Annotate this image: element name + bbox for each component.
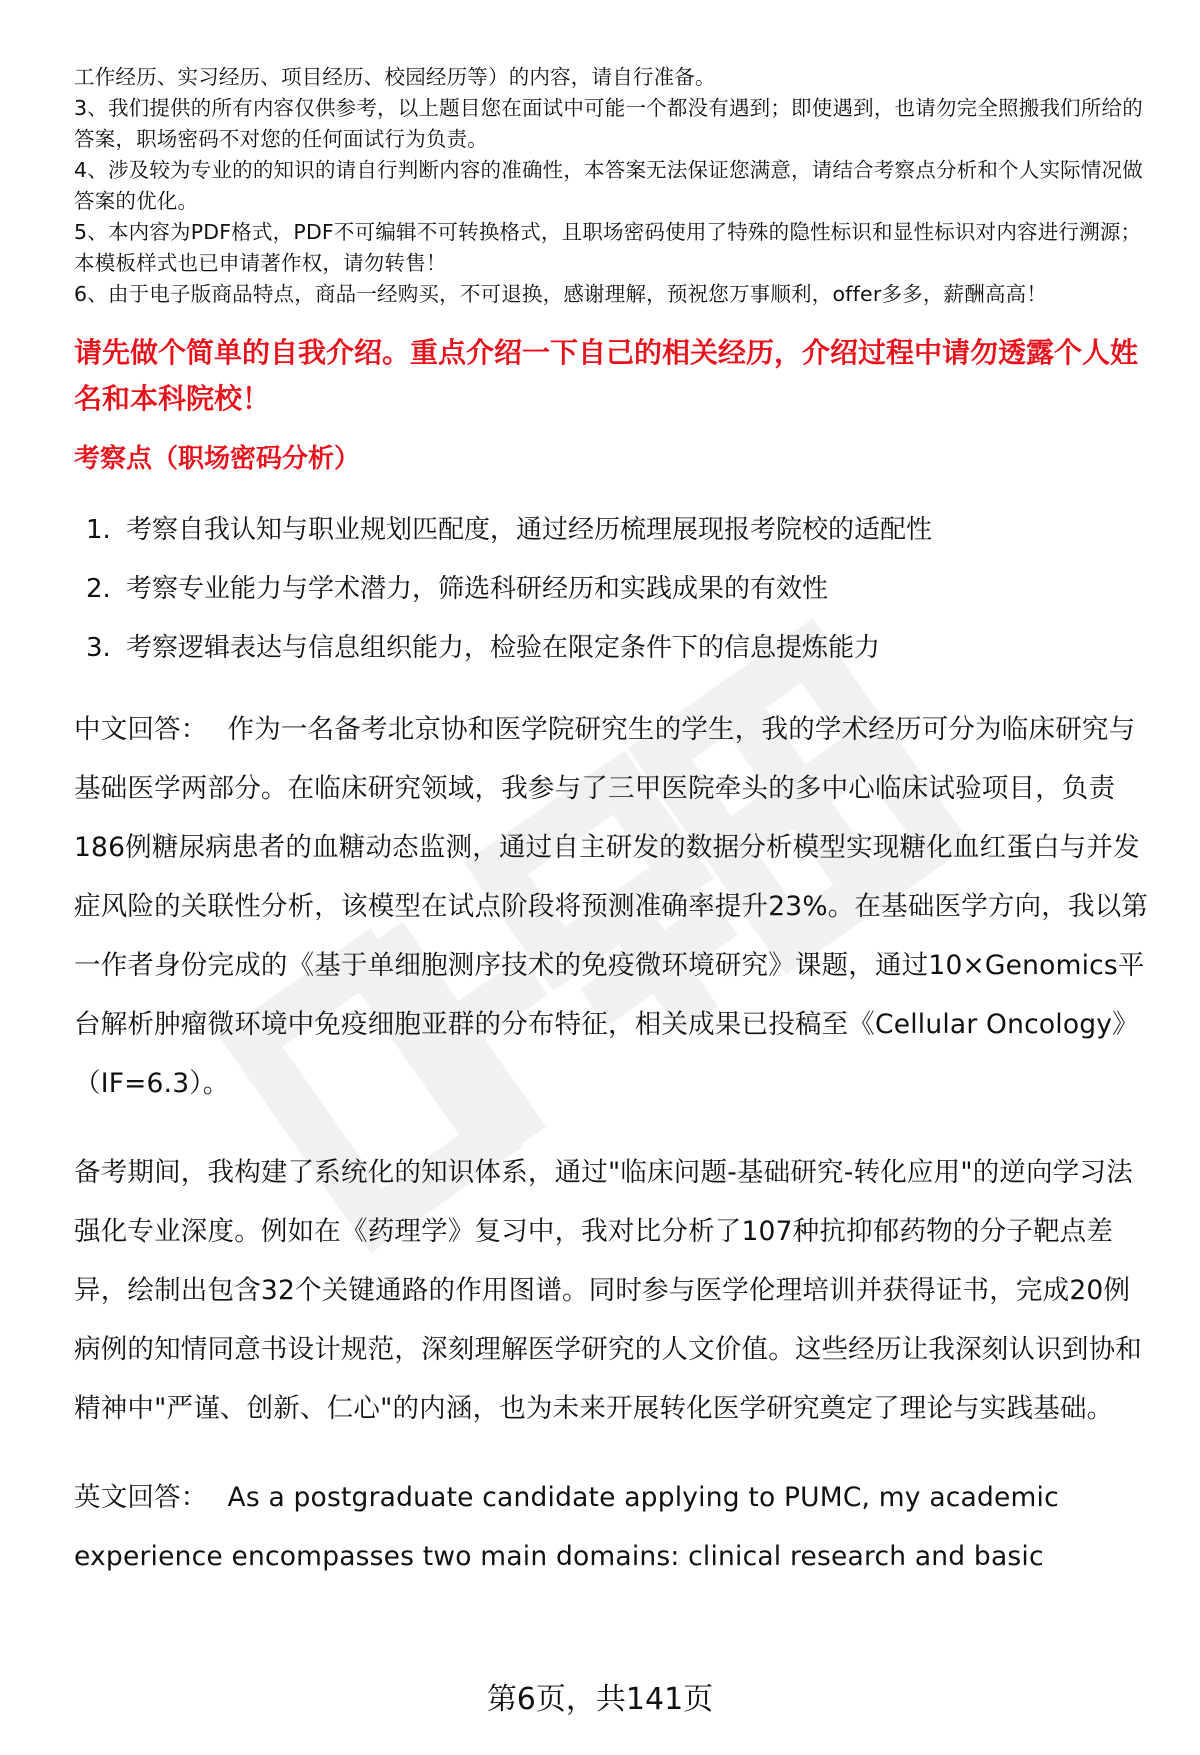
key-point-number: 1. [86,515,111,545]
chinese-answer-label: 中文回答： [74,714,208,745]
key-points-list [74,501,1154,678]
key-point-number: 2. [86,574,111,604]
english-answer-label: 英文回答： [74,1482,208,1513]
key-points-heading: 考察点（职场密码分析） [74,444,361,474]
notice-line: 5、本内容为PDF格式，PDF不可编辑不可转换格式，且职场密码使用了特殊的隐性标识和显性标识对内容进行溯源；本模板样式也已申请著作权，请勿转售！ [74,220,1142,275]
chinese-answer-paragraph-2: 备考期间，我构建了系统化的知识体系，通过"临床问题-基础研究-转化应用"的逆向学习法强化专业深度。例如在《药理学》复习中，我对比分析了107种抗抑郁药物的分子靶点差异，绘制出包含32个关键通路的作用图谱。同时参与医学伦理培训并获得证书，完成20例病例的知情同意书设计规范，深刻理解医学研究的人文价值。这些经历让我深刻认识到协和精神中"严谨、创新、仁心"的内涵，也为未来开展转化医学研究奠定了理论与实践基础。 [74,1157,1142,1424]
key-point-item [74,560,1154,619]
interview-question: 请先做个简单的自我介绍。重点介绍一下自己的相关经历，介绍过程中请勿透露个人姓名和本科院校！ [74,336,1139,415]
chinese-answer-paragraph-1 [74,700,1149,1113]
page-number-footer: 第6页，共141页 [486,1682,714,1717]
notice-line: 4、涉及较为专业的的知识的请自行判断内容的准确性，本答案无法保证您满意，请结合考察点分析和个人实际情况做答案的优化。 [74,158,1143,213]
key-point-number: 3. [86,633,111,663]
chinese-answer-text: 作为一名备考北京协和医学院研究生的学生，我的学术经历可分为临床研究与基础医学两部分。在临床研究领域，我参与了三甲医院牵头的多中心临床试验项目，负责186例糖尿病患者的血糖动态监测，通过自主研发的数据分析模型实现糖化血红蛋白与并发症风险的关联性分析，该模型在试点阶段将预测准确率提升23%。在基础医学方向，我以第一作者身份完成的《基于单细胞测序技术的免疫微环境研究》课题，通过10×Genomics平台解析肿瘤微环境中免疫细胞亚群的分布特征，相关成果已投稿至《Cellular Oncology》（IF=6.3）。 [74,714,1149,1099]
english-answer-paragraph [74,1468,1149,1586]
notice-line: 工作经历、实习经历、项目经历、校园经历等）的内容，请自行准备。 [74,65,716,89]
notice-line: 6、由于电子版商品特点，商品一经购买，不可退换，感谢理解，预祝您万事顺利，offer多多，薪酬高高！ [74,282,1048,306]
document-page [74,62,1154,1586]
key-point-text: 考察专业能力与学术潜力，筛选科研经历和实践成果的有效性 [126,574,829,604]
english-answer-text: As a postgraduate candidate applying to PUMC, my academic experience encompasses two main domains: clinical research and basic [74,1482,1059,1572]
key-point-text: 考察逻辑表达与信息组织能力，检验在限定条件下的信息提炼能力 [126,633,881,663]
key-point-text: 考察自我认知与职业规划匹配度，通过经历梳理展现报考院校的适配性 [126,515,933,545]
key-point-item [74,619,1154,678]
key-point-item [74,501,1154,560]
notice-line: 3、我们提供的所有内容仅供参考，以上题目您在面试中可能一个都没有遇到；即使遇到，也请勿完全照搬我们所给的答案，职场密码不对您的任何面试行为负责。 [74,96,1143,151]
notice-section [74,62,1154,310]
